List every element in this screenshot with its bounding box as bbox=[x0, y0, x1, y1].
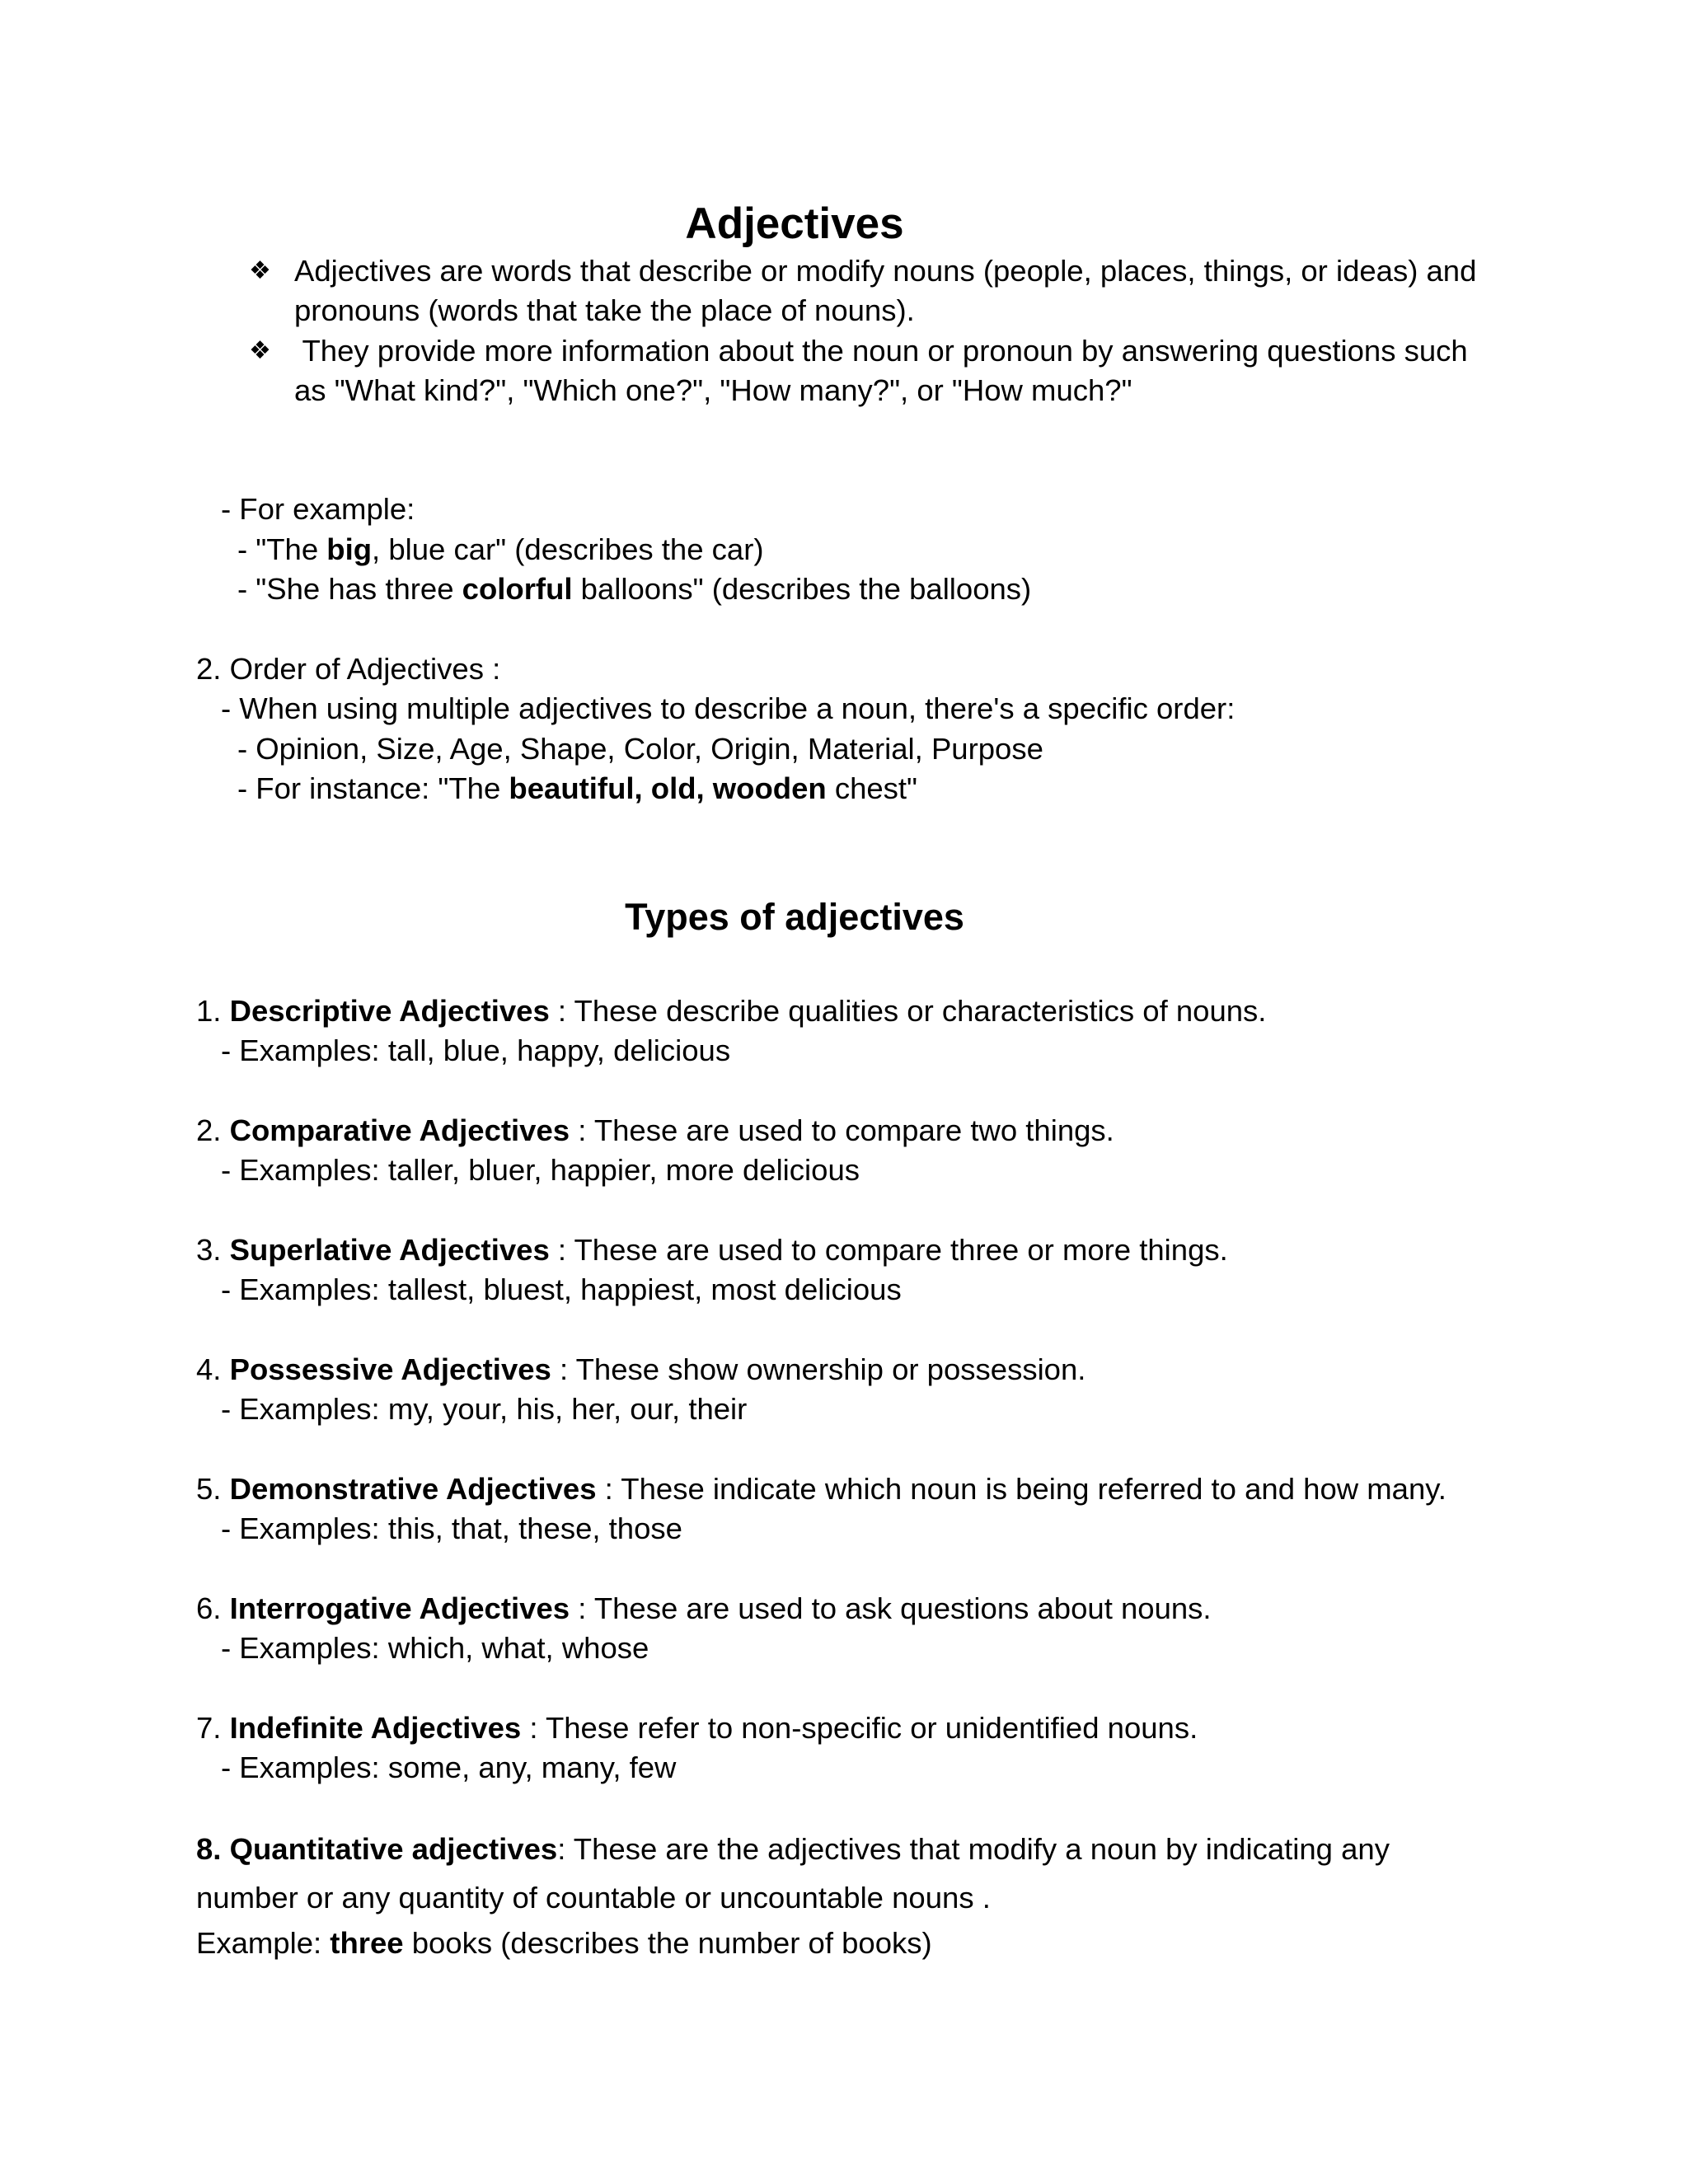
order-line-1: - When using multiple adjectives to describe a noun, there's a specific order: bbox=[221, 691, 1236, 725]
intro-bullet-2-line-2: as "What kind?", "Which one?", "How many?", or "How much?" bbox=[294, 373, 1132, 407]
quantitative-line-1: 8. Quantitative adjectives: These are the adjectives that modify a noun by indicating any bbox=[196, 1832, 1390, 1866]
diamond-bullet-icon: ❖ bbox=[249, 336, 271, 365]
type-item-2-title: 2. Comparative Adjectives : These are used to compare two things. bbox=[196, 1113, 1114, 1147]
intro-bullet-1-line-2: pronouns (words that take the place of nouns). bbox=[294, 293, 915, 327]
quantitative-example: Example: three books (describes the number of books) bbox=[196, 1926, 932, 1960]
examples-heading: - For example: bbox=[221, 492, 415, 526]
type-item-7-title: 7. Indefinite Adjectives : These refer to non-specific or unidentified nouns. bbox=[196, 1711, 1198, 1745]
order-line-3: - For instance: "The beautiful, old, wooden chest" bbox=[237, 771, 918, 805]
example-line-2: - "She has three colorful balloons" (describes the balloons) bbox=[237, 572, 1032, 606]
order-line-2: - Opinion, Size, Age, Shape, Color, Origin, Material, Purpose bbox=[237, 732, 1043, 766]
page-title: Adjectives bbox=[685, 199, 904, 248]
type-item-6-examples: - Examples: which, what, whose bbox=[221, 1631, 649, 1665]
type-item-6-title: 6. Interrogative Adjectives : These are used to ask questions about nouns. bbox=[196, 1591, 1212, 1625]
type-item-2-examples: - Examples: taller, bluer, happier, more delicious bbox=[221, 1153, 860, 1187]
section-title-types: Types of adjectives bbox=[625, 896, 964, 938]
type-item-7-examples: - Examples: some, any, many, few bbox=[221, 1750, 677, 1784]
example-line-1: - "The big, blue car" (describes the car) bbox=[237, 532, 764, 566]
type-item-4-examples: - Examples: my, your, his, her, our, their bbox=[221, 1392, 748, 1426]
order-heading: 2. Order of Adjectives : bbox=[196, 652, 501, 686]
intro-bullet-2-line-1: They provide more information about the noun or pronoun by answering questions such bbox=[294, 334, 1468, 368]
diamond-bullet-icon: ❖ bbox=[249, 256, 271, 285]
type-item-3-title: 3. Superlative Adjectives : These are used to compare three or more things. bbox=[196, 1233, 1228, 1267]
type-item-1-title: 1. Descriptive Adjectives : These describe qualities or characteristics of nouns. bbox=[196, 994, 1267, 1028]
type-item-3-examples: - Examples: tallest, bluest, happiest, most delicious bbox=[221, 1272, 902, 1306]
type-item-4-title: 4. Possessive Adjectives : These show ownership or possession. bbox=[196, 1352, 1086, 1386]
intro-bullet-1-line-1: Adjectives are words that describe or modify nouns (people, places, things, or ideas) and bbox=[294, 254, 1477, 288]
type-item-5-examples: - Examples: this, that, these, those bbox=[221, 1511, 682, 1545]
type-item-1-examples: - Examples: tall, blue, happy, delicious bbox=[221, 1033, 731, 1067]
type-item-5-title: 5. Demonstrative Adjectives : These indicate which noun is being referred to and how many. bbox=[196, 1472, 1447, 1506]
quantitative-line-2: number or any quantity of countable or uncountable nouns . bbox=[196, 1881, 991, 1915]
